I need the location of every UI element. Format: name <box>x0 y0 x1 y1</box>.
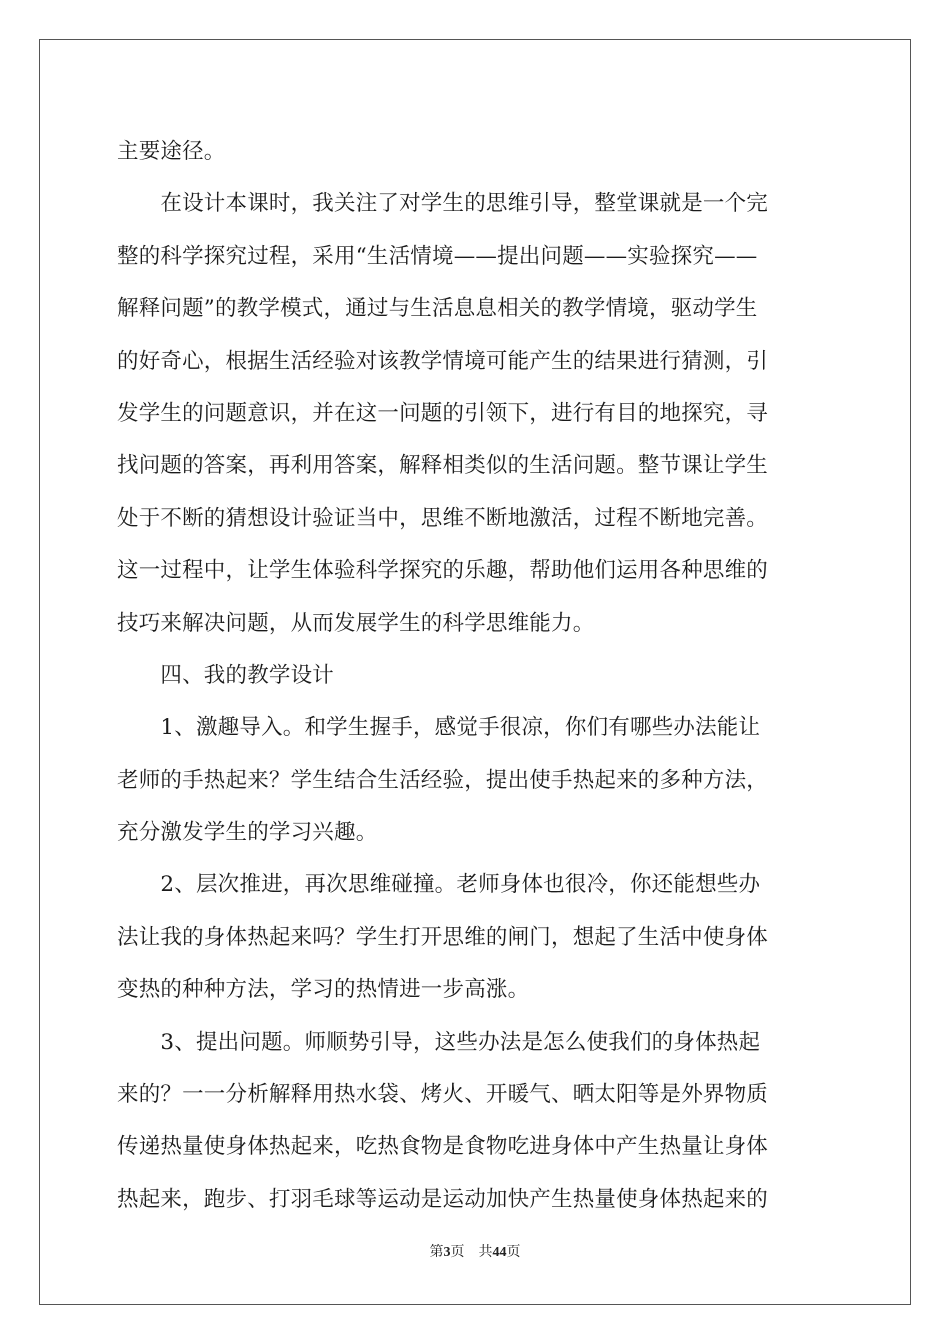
total-suffix: 页 <box>506 1244 521 1260</box>
text-line: 这一过程中，让学生体验科学探究的乐趣，帮助他们运用各种思维的 <box>117 558 769 584</box>
text-line: 解释问题”的教学模式，通过与生活息息相关的教学情境，驱动学生 <box>117 296 758 322</box>
text-line: 老师的手热起来？学生结合生活经验，提出使手热起来的多种方法， <box>117 767 769 793</box>
page-prefix: 第 <box>429 1244 444 1260</box>
text-line: 在设计本课时，我关注了对学生的思维引导，整堂课就是一个完 <box>117 191 769 217</box>
text-line: 主要途径。 <box>117 139 226 164</box>
page-suffix: 页 <box>450 1244 465 1260</box>
page-footer <box>0 1241 950 1261</box>
text-line: 发学生的问题意识，并在这一问题的引领下，进行有目的地探究，寻 <box>117 400 769 426</box>
text-line: 处于不断的猜想设计验证当中，思维不断地激活，过程不断地完善。 <box>117 505 769 531</box>
text-line: 整的科学探究过程，采用“生活情境——提出问题——实验探究—— <box>117 243 758 269</box>
total-prefix: 共 <box>478 1244 493 1260</box>
text-line: 热起来，跑步、打羽毛球等运动是运动加快产生热量使身体热起来的 <box>117 1186 769 1212</box>
text-line: 来的？一一分析解释用热水袋、烤火、开暖气、晒太阳等是外界物质 <box>117 1082 769 1108</box>
text-line: 技巧来解决问题，从而发展学生的科学思维能力。 <box>117 610 595 636</box>
text-line: 法让我的身体热起来吗？学生打开思维的闸门，想起了生活中使身体 <box>117 924 769 950</box>
page-number: 3 <box>443 1245 451 1260</box>
text-line: 变热的种种方法，学习的热情进一步高涨。 <box>117 977 530 1003</box>
text-line: 传递热量使身体热起来，吃热食物是食物吃进身体中产生热量让身体 <box>117 1134 769 1160</box>
section-heading: 四、我的教学设计 <box>117 662 335 688</box>
text-line: 充分激发学生的学习兴趣。 <box>117 820 378 846</box>
document-body <box>117 126 835 1226</box>
text-line: 3、提出问题。师顺势引导，这些办法是怎么使我们的身体热起 <box>117 1029 761 1055</box>
text-line: 的好奇心，根据生活经验对该教学情境可能产生的结果进行猜测，引 <box>117 348 769 374</box>
total-pages: 44 <box>492 1245 507 1260</box>
text-line: 2、层次推进，再次思维碰撞。老师身体也很冷，你还能想些办 <box>117 872 761 898</box>
text-line: 找问题的答案，再利用答案，解释相类似的生活问题。整节课让学生 <box>117 453 769 479</box>
text-line: 1、激趣导入。和学生握手，感觉手很凉，你们有哪些办法能让 <box>117 715 761 741</box>
